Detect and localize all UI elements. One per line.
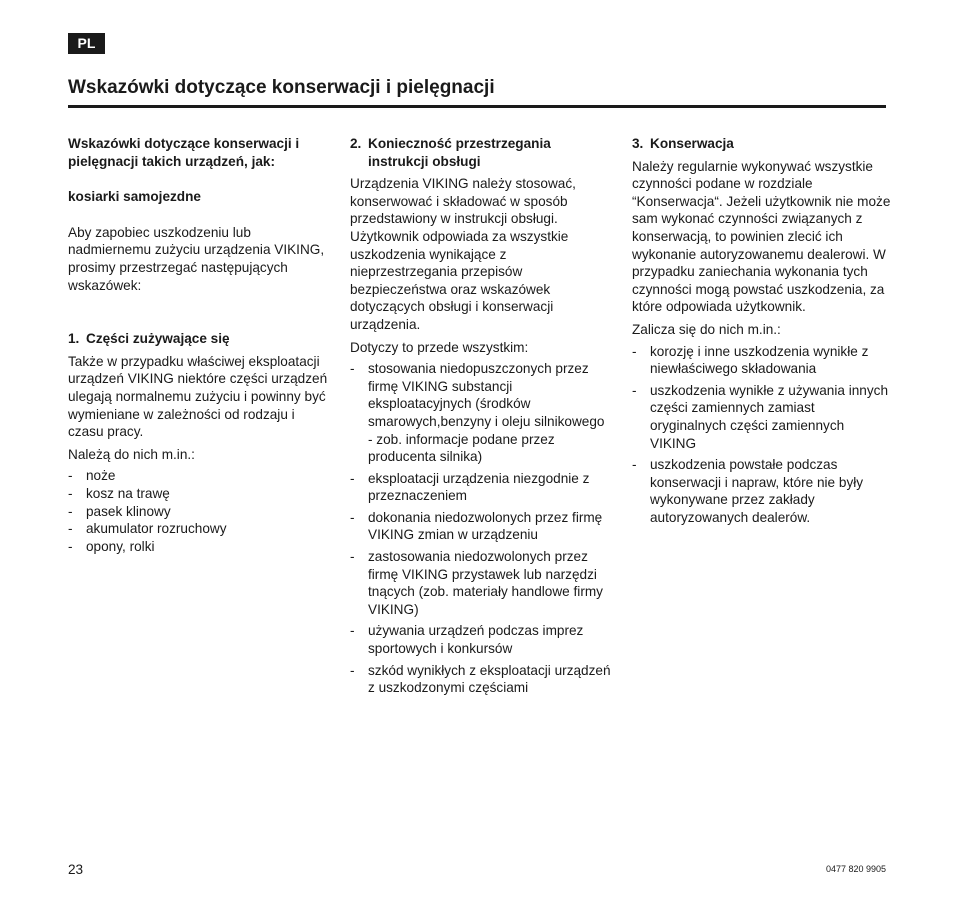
section-3-text: Należy regularnie wykonywać wszystkie czynności podane w rozdziale “Konserwacja“. Jeżeli użytkownik nie może sam wykonać czynności związanych z konserwacją, to powinien zlecić ich wykonanie autoryzowanemu dealerowi. W przypadku zaniechania wykonania tych czynności mogą powstać uszkodzenia, za które odpowiada użytkownik. bbox=[632, 158, 891, 315]
section-3-lead: Zalicza się do nich m.in.: bbox=[632, 321, 781, 337]
section-1-heading bbox=[68, 330, 330, 348]
column-2 bbox=[350, 135, 612, 697]
list-item: - uszkodzenia wynikłe z używania innych części zamiennych zamiast oryginalnych części zamiennych VIKING bbox=[632, 382, 889, 451]
list-item: - uszkodzenia powstałe podczas konserwacji i napraw, które nie były wykonywane przez zakłady autoryzowanych dealerów. bbox=[632, 457, 864, 525]
section-2-text: Urządzenia VIKING należy stosować, konserwować i składować w sposób przedstawiony w instrukcji obsługi. Użytkownik odpowiada za wszystkie uszkodzenia wynikające z nieprzestrzegania przepisów bezpieczeństwa oraz wskazówek dotyczących obsługi i konserwacji urządzenia. bbox=[350, 176, 576, 332]
list-item: - stosowania niedopuszczonych przez firmę VIKING substancji eksploatacyjnych (środków smarowych,benzyny i oleju silnikowego - zob. informacje podane przez producenta silnika) bbox=[350, 361, 605, 465]
section-1-number: 1. bbox=[68, 331, 80, 347]
document-code: 0477 820 9905 bbox=[825, 864, 886, 874]
intro-text: Aby zapobiec uszkodzeniu lub nadmiernemu zużyciu urządzenia VIKING, prosimy przestrzegać następujących wskazówek: bbox=[68, 224, 325, 293]
list-item: - akumulator rozruchowy bbox=[68, 521, 227, 537]
section-2-number: 2. bbox=[350, 136, 362, 151]
section-2-lead: Dotyczy to przede wszystkim: bbox=[350, 339, 529, 355]
page-title: Wskazówki dotyczące konserwacji i pielęgnacji bbox=[68, 77, 495, 98]
section-3-heading bbox=[632, 135, 894, 153]
list-item: - noże bbox=[68, 468, 116, 484]
section-3-list bbox=[632, 343, 894, 527]
list-item: - szkód wynikłych z eksploatacji urządzeń z uszkodzonymi częściami bbox=[350, 662, 611, 696]
section-3-number: 3. bbox=[632, 136, 644, 151]
title-rule bbox=[68, 105, 886, 108]
list-item: - korozję i inne uszkodzenia wynikłe z niewłaściwego składowania bbox=[632, 343, 869, 377]
section-2-list bbox=[350, 360, 612, 697]
intro-heading: Wskazówki dotyczące konserwacji i pielęgnacji takich urządzeń, jak: bbox=[68, 136, 300, 169]
section-1-text: Także w przypadku właściwej eksploatacji urządzeń VIKING niektóre części urządzeń ulegają normalnemu zużyciu i powinny być wymieniane w zależności od rodzaju i czasu pracy. bbox=[68, 353, 328, 440]
device-name: kosiarki samojezdne bbox=[68, 189, 201, 205]
column-3 bbox=[632, 135, 894, 526]
list-item: - zastosowania niedozwolonych przez firmę VIKING przystawek lub narzędzi tnących (zob. materiały handlowe firmy VIKING) bbox=[350, 549, 603, 617]
section-1-list bbox=[68, 467, 330, 555]
section-1-lead: Należą do nich m.in.: bbox=[68, 446, 195, 462]
list-item: - używania urządzeń podczas imprez sportowych i konkursów bbox=[350, 623, 584, 657]
page-number: 23 bbox=[68, 862, 84, 877]
section-3-title: Konserwacja bbox=[650, 136, 734, 151]
list-item: - kosz na trawę bbox=[68, 485, 170, 501]
list-item: - eksploatacji urządzenia niezgodnie z przeznaczeniem bbox=[350, 470, 590, 504]
list-item: - opony, rolki bbox=[68, 538, 155, 554]
language-badge: PL bbox=[68, 33, 105, 54]
section-2-title: Konieczność przestrzegania instrukcji obsługi bbox=[368, 136, 551, 169]
column-1 bbox=[68, 135, 330, 555]
list-item: - dokonania niedozwolonych przez firmę VIKING zmian w urządzeniu bbox=[350, 509, 603, 543]
list-item: - pasek klinowy bbox=[68, 503, 171, 519]
section-1-title: Części zużywające się bbox=[86, 331, 230, 347]
section-2-heading bbox=[350, 135, 612, 170]
